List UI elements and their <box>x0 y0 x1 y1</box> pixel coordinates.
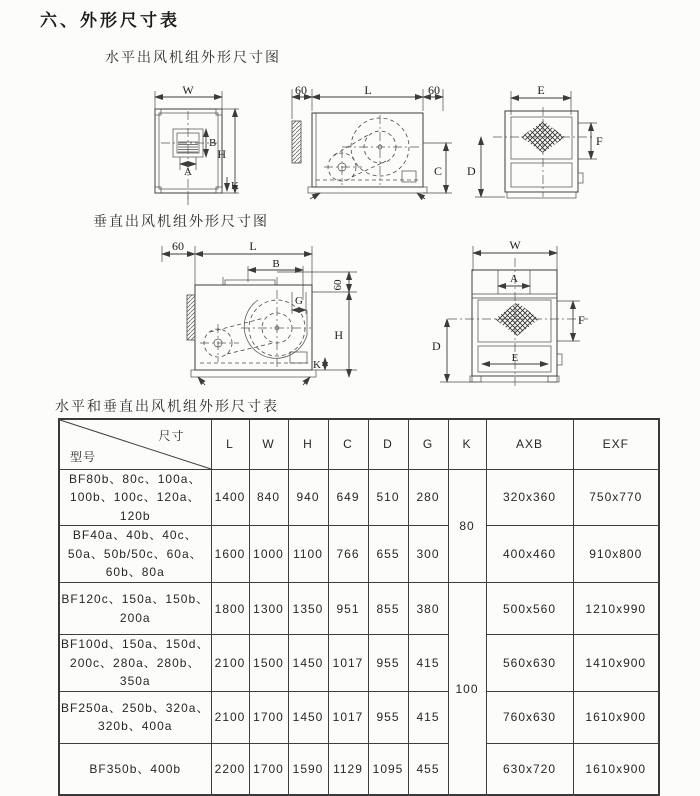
g-cell: 415 <box>408 691 448 743</box>
c-cell: 951 <box>328 583 368 635</box>
dim-label-h: H <box>217 147 226 161</box>
g-cell: 380 <box>408 583 448 635</box>
w-cell: 840 <box>249 469 288 526</box>
dim-label-b: B <box>209 137 217 149</box>
dim-label-b: B <box>272 258 280 270</box>
g-cell: 415 <box>408 635 448 692</box>
dim-label-60-left: 60 <box>295 83 307 97</box>
dim-label-g: G <box>295 295 303 307</box>
dim-label-d: D <box>467 164 476 178</box>
header-col-axb: AXB <box>486 419 573 469</box>
table-row <box>59 583 659 635</box>
horizontal-side-view-diagram <box>280 85 465 207</box>
w-cell: 1500 <box>249 635 288 692</box>
front-view-drawing <box>155 91 239 205</box>
exf-cell: 1610x900 <box>573 743 659 795</box>
d-cell: 1095 <box>368 743 408 795</box>
header-model-label: 型号 <box>70 449 97 464</box>
dim-label-60-right: 60 <box>428 83 440 97</box>
header-col-exf: EXF <box>573 419 659 469</box>
d-cell: 510 <box>368 469 408 526</box>
header-col-l: L <box>211 419 249 469</box>
dimensions-table <box>58 418 660 796</box>
dim-label-f: F <box>578 313 585 327</box>
c-cell: 766 <box>328 526 368 583</box>
model-cell: BF350b、400b <box>59 743 211 795</box>
header-col-d: D <box>368 419 408 469</box>
table-header-row <box>59 419 659 469</box>
dim-label-k: K <box>313 359 321 371</box>
section2-label: 垂直出风机组外形尺寸图 <box>93 213 269 229</box>
axb-cell: 400x460 <box>486 526 573 583</box>
h-cell: 940 <box>288 469 328 526</box>
axb-cell: 500x560 <box>486 583 573 635</box>
model-cell: BF120c、150a、150b、200a <box>59 583 211 635</box>
section1-label: 水平出风机组外形尺寸图 <box>105 49 281 65</box>
k-merged-cell: 100 <box>448 583 486 796</box>
end-view-drawing <box>440 246 588 388</box>
axb-cell: 760x630 <box>486 691 573 743</box>
c-cell: 1017 <box>328 691 368 743</box>
model-cell: BF80b、80c、100a、100b、100c、120a、120b <box>59 469 211 526</box>
vertical-end-view-diagram <box>420 238 620 393</box>
dim-label-60-left: 60 <box>172 239 184 253</box>
l-cell: 1400 <box>211 469 249 526</box>
h-cell: 1350 <box>288 583 328 635</box>
exf-cell: 1210x990 <box>573 583 659 635</box>
c-cell: 649 <box>328 469 368 526</box>
table-row <box>59 635 659 692</box>
d-cell: 955 <box>368 691 408 743</box>
l-cell: 2100 <box>211 691 249 743</box>
w-cell: 1300 <box>249 583 288 635</box>
h-cell: 1590 <box>288 743 328 795</box>
header-col-k: K <box>448 419 486 469</box>
l-cell: 2100 <box>211 635 249 692</box>
c-cell: 1017 <box>328 635 368 692</box>
d-cell: 655 <box>368 526 408 583</box>
h-cell: 1450 <box>288 691 328 743</box>
w-cell: 1700 <box>249 691 288 743</box>
end-view-drawing <box>475 91 597 198</box>
exf-cell: 750x770 <box>573 469 659 526</box>
vertical-side-view-diagram <box>55 240 375 390</box>
dim-label-e: E <box>511 352 519 364</box>
dim-label-w: W <box>509 238 521 252</box>
h-cell: 1450 <box>288 635 328 692</box>
dim-label-l: L <box>364 83 372 97</box>
dim-label-a: A <box>510 273 518 285</box>
c-cell: 1129 <box>328 743 368 795</box>
l-cell: 2200 <box>211 743 249 795</box>
dim-label-w: W <box>182 83 194 97</box>
exf-cell: 1610x900 <box>573 691 659 743</box>
exf-cell: 910x800 <box>573 526 659 583</box>
h-cell: 1100 <box>288 526 328 583</box>
d-cell: 955 <box>368 635 408 692</box>
horizontal-end-view-diagram <box>455 85 615 207</box>
header-col-c: C <box>328 419 368 469</box>
k-merged-cell: 80 <box>448 469 486 583</box>
dim-label-l: L <box>249 239 257 253</box>
dim-label-f: F <box>596 134 603 148</box>
header-col-g: G <box>408 419 448 469</box>
g-cell: 280 <box>408 469 448 526</box>
side-view-drawing <box>292 89 452 199</box>
dim-label-60-top: 60 <box>332 279 344 291</box>
horizontal-front-view-diagram <box>135 85 253 207</box>
header-model-dim-cell <box>59 419 211 469</box>
header-col-h: H <box>288 419 328 469</box>
table-row <box>59 691 659 743</box>
l-cell: 1600 <box>211 526 249 583</box>
dim-label-c: C <box>433 164 442 178</box>
dim-label-k: K <box>231 180 239 192</box>
header-col-w: W <box>249 419 288 469</box>
w-cell: 1700 <box>249 743 288 795</box>
model-cell: BF40a、40b、40c、50a、50b/50c、60a、60b、80a <box>59 526 211 583</box>
l-cell: 1800 <box>211 583 249 635</box>
dim-label-h: H <box>334 328 343 342</box>
table-label: 水平和垂直出风机组外形尺寸表 <box>55 398 279 414</box>
model-cell: BF250a、250b、320a、320b、400a <box>59 691 211 743</box>
axb-cell: 630x720 <box>486 743 573 795</box>
dim-label-a: A <box>184 166 192 178</box>
dim-label-d: D <box>432 339 441 353</box>
page-title: 六、外形尺寸表 <box>40 11 180 30</box>
dim-label-e: E <box>537 83 545 97</box>
g-cell: 455 <box>408 743 448 795</box>
g-cell: 300 <box>408 526 448 583</box>
d-cell: 855 <box>368 583 408 635</box>
table-row <box>59 469 659 526</box>
model-cell: BF100d、150a、150d、200c、280a、280b、350a <box>59 635 211 692</box>
exf-cell: 1410x900 <box>573 635 659 692</box>
w-cell: 1000 <box>249 526 288 583</box>
table-row <box>59 526 659 583</box>
table-row <box>59 743 659 795</box>
axb-cell: 320x360 <box>486 469 573 526</box>
axb-cell: 560x630 <box>486 635 573 692</box>
header-dim-label: 尺寸 <box>158 429 185 443</box>
side-view-drawing <box>162 246 357 385</box>
